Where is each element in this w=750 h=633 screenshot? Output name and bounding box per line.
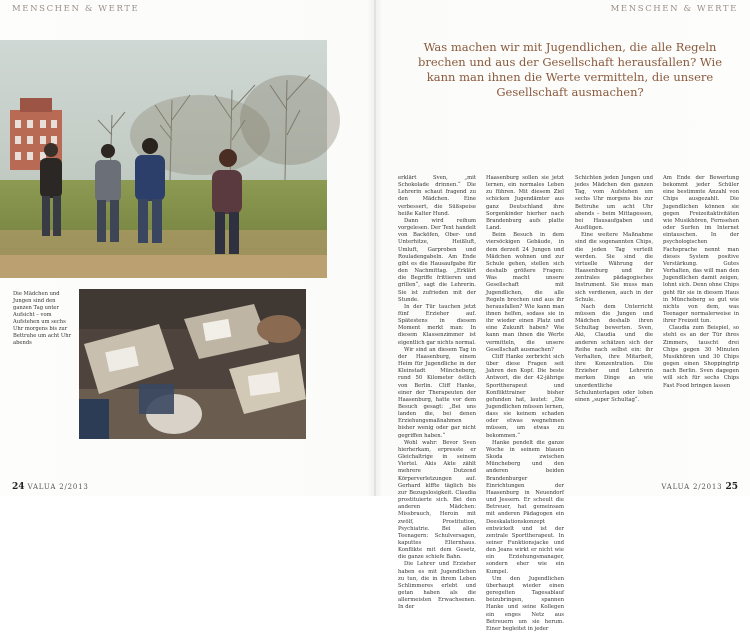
body-column-3 (575, 175, 653, 404)
paragraph: Eine weitere Maßnahme sind die sogenannten Chips, die jeden Tag verteilt werden. Sie sind die virtuelle Währung der Haasenburg und ihr zentrales pädagogisches Instrument. Sie muss man sich verdienen, auch in der Schule. (575, 232, 653, 303)
publication-left: VALUA 2/2013 (27, 483, 89, 491)
paragraph: Die Lehrer und Erzieher haben es mit Jugendlichen zu tun, die in ihrem Leben Schlimmeres erlebt und getan haben als die allermeisten Erwachsenen. In der (398, 561, 476, 611)
section-header-left: MENSCHEN & WERTE (12, 4, 140, 14)
paragraph: In der Tür tauchen jetzt fünf Erzieher auf. Spätestens in diesem Moment merkt man: In diesem Klassenzimmer ist eigentlich gar nichts normal. (398, 303, 476, 346)
body-column-4 (663, 175, 739, 390)
section-header-right: MENSCHEN & WERTE (610, 4, 738, 14)
photo-classroom-image (79, 289, 306, 439)
body-column-2 (486, 175, 564, 633)
photo-youths-walking-image (0, 40, 327, 278)
paragraph: Wir sind an diesem Tag in der Haasenburg, einem Heim für Jugendliche in der Kleinstadt Müncheberg, rund 50 Kilometer östlich von Berlin. Cliff Hanke, einer der Therapeuten der Haasenburg, hatte vor dem Besuch gesagt: „Bei uns landen die, bei denen Erziehungsmaßnahmen bisher wenig oder gar nicht gegriffen haben.“ (398, 346, 476, 439)
paragraph: Claudia zum Beispiel, so steht es an der Tür ihres Zimmers, tauscht drei Chips gegen 30 Minuten Musikhören und 30 Chips gegen einen Shoppingtrip nach Berlin. Sven dagegen will sich für sechs Chips Fast Food bringen lassen (663, 325, 739, 389)
paragraph: Beim Besuch in dem viersöckigen Gebäude, in dem derzeit 24 Jungen und Mädchen wohnen und zur Schule gehen, stellen sich deshalb größere Fragen: Was macht unsere Gesellschaft mit Jugendlichen, die alle Regeln brechen und aus ihr herausfallen? Wie kann man ihnen helfen, sodass sie in ihr wieder einen Platz und eine Zukunft haben? Wie kann man ihnen die Werte vermitteln, die unsere Gesellschaft ausmachen? (486, 232, 564, 353)
photo-classroom (79, 289, 306, 439)
photo-caption: Die Mädchen und Jungen sind den ganzen Tag unter Aufsicht – vom Aufstehen um sechs Uhr morgens bis zur Bettruhe um acht Uhr abends (13, 291, 72, 346)
paragraph: Nach dem Unterricht müssen die Jungen und Mädchen deshalb ihren Schultag bewerten. Sven, Aki, Claudia und die anderen schätzen sich der Reihe nach selbst ein: ihr Verhalten, ihre Mitarbeit, ihre Konzentration. Die Erzieher und Lehrerin merken Dinge an wie unordentliche Schulunterlagen oder loben einen „super Schultag“. (575, 303, 653, 403)
folio-left (12, 482, 89, 492)
paragraph: Hanke pendelt die ganze Woche in seinem blauen Skoda zwischen Müncheberg und den anderen beiden Brandenburger Einrichtungen der Haasenburg in Neuendorf und Jessern. Er scheult die Betreuer, hat gemeinsam mit anderen Pädagogen ein Deeskalationskonzept entwickelt und ist der zentrale Sporttherapeut. In seiner Funktionsjacke und den Jeans wirkt er nicht wie ein Erziehungsmanager, sondern eher wie ein Kumpel. (486, 439, 564, 575)
folio-right (661, 482, 738, 492)
paragraph: Haasenburg sollen sie jetzt lernen, ein normales Leben zu führen. Mit diesem Ziel schicken Jugendämter aus ganz Deutschland ihre Sorgenkinder hierher nach Brandenburg aufs platte Land. (486, 175, 564, 232)
paragraph: Dann wird reihum vorgelesen. Der Text handelt von Backöfen, Ober- und Unterhitze, Heißluft, Umluft, Garproben und Rouladengabeln. Am Ende gibt es die Hausaufgabe für den Nachmittag. „Erklärt die Begriffe frittieren und grillen“, sagt die Lehrerin. Sie ist zufrieden mit der Stunde. (398, 217, 476, 303)
paragraph: Am Ende der Bewertung bekommt jeder Schüler eine bestimmte Anzahl von Chips ausgezahlt. Die Jugendlichen können sie gegen Freizeitaktivitäten wie Musikhören, Fernsehen oder Surfen im Internet eintauschen. In der psychologischen Fachsprache nennt man dieses System positive Verstärkung. Gutes Verhalten, das will man den Jugendlichen damit zeigen, lohnt sich. Denn ohne Chips geht für sie in diesem Haus in Müncheberg so gut wie nichts von dem, was Teenager normalerweise in ihrer Freizeit tun. (663, 175, 739, 325)
paragraph: erklärt Sven, „mit Schokolade drinnen.“ Die Lehrerin schaut fragend zu den Mädchen. Eine verbessert, die Süßspeise heiße Kalter Hund. (398, 175, 476, 217)
page-fold (374, 0, 376, 496)
publication-right: VALUA 2/2013 (661, 483, 723, 491)
body-column-1 (398, 175, 476, 612)
paragraph: Wohl wahr: Bevor Sven hierherkam, erpresste er Gleichaltrige in seinem Viertel. Akis Akte zählt mehrere Dutzend Körperverletzungen auf. Gerhard klffte täglich bis zur Bezugslosigkeit. Claudia prostituierte sich. Bei den anderen Mädchen: Missbrauch, Heroin mit zwölf, Prostitution, Psychiatrie. Bei allen Teenagern: Schulversagen, kaputtes Elternhaus. Konflikte mit dem Gesetz, die ganze schiefe Bahn. (398, 439, 476, 561)
page-number-right: 25 (725, 482, 738, 492)
paragraph: Schichten jeden Jungen und jedes Mädchen den ganzen Tag, vom Aufstehen um sechs Uhr morgens bis zur Bettruhe um acht Uhr abends – beim Mittagessen, bei Hausaufgaben und Ausflügen. (575, 175, 653, 232)
pull-quote: Was machen wir mit Jugendlichen, die alle Regeln brechen und aus der Gesellschaft herausfallen? Wie kann man ihnen die Werte vermitteln, die unsere Gesellschaft ausmachen? (417, 40, 723, 99)
page-number-left: 24 (12, 482, 25, 492)
photo-youths-walking (0, 40, 327, 278)
paragraph: Cliff Hanke zerbricht sich über diese Fragen seit Jahren den Kopf. Die beste Antwort, die der 42-jährige Sporttherapeut und Konflikttrainer bisher gefunden hat, lautet: „Die Jugendlichen müssen lernen, dass sie keinem schaden oder etwas wegnehmen müssen, um etwas zu bekommen.“ (486, 353, 564, 439)
paragraph: Um den Jugendlichen überhaupt wieder einen geregelten Tagesablauf beizubringen, spannen Hanke und seine Kollegen ein enges Netz aus Betreuern um sie herum. Einer begleitet in jeder (486, 575, 564, 632)
